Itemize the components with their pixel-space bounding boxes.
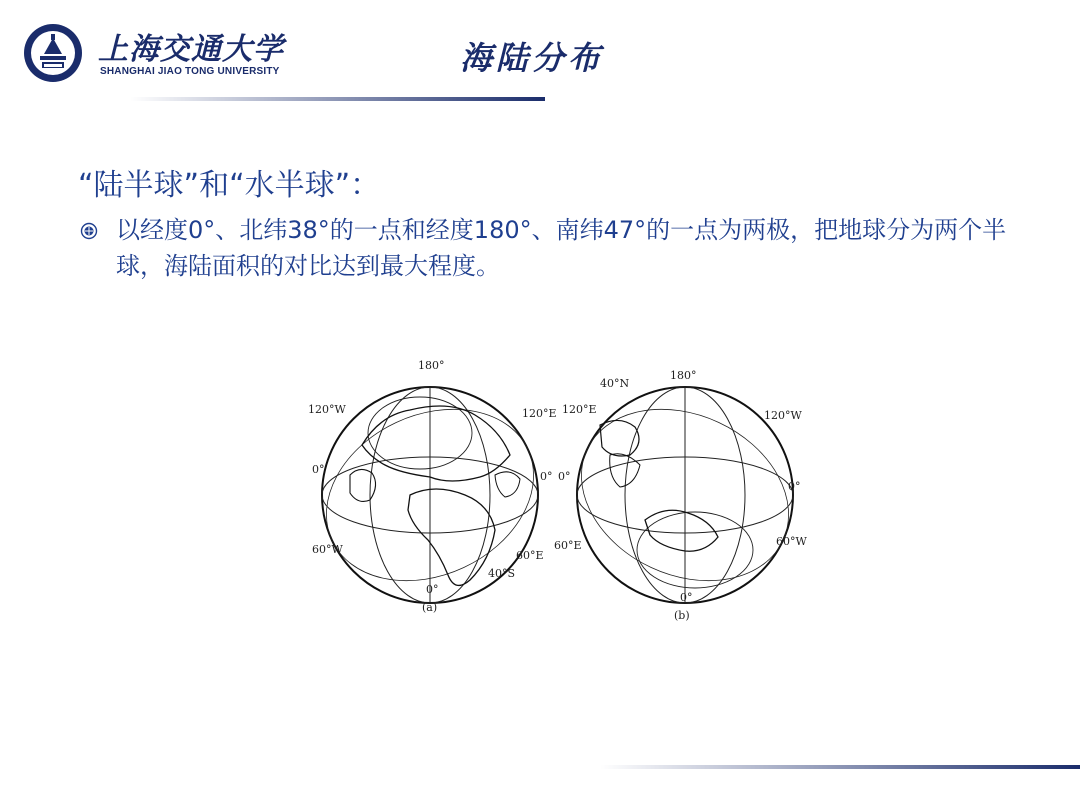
university-name-en: SHANGHAI JIAO TONG UNIVERSITY <box>100 66 280 77</box>
a-label-right-mid: 0° <box>540 470 553 483</box>
b-label-left-top: 120°E <box>562 403 597 416</box>
b-caption: (b) <box>674 609 690 622</box>
a-label-right-top: 120°E <box>522 407 557 420</box>
slide-title: 海陆分布 <box>460 39 605 77</box>
a-label-right-bottom: 60°E <box>516 549 544 562</box>
a-caption: (a) <box>422 601 438 614</box>
b-label-left-mid: 0° <box>558 470 571 483</box>
b-label-right-top: 120°W <box>764 409 802 422</box>
a-label-lat: 40°S <box>488 567 516 580</box>
university-name-cn: 上海交通大学 <box>98 32 284 67</box>
section-heading: “陆半球”和“水半球”： <box>78 168 381 203</box>
hemispheres-figure <box>300 355 820 625</box>
a-label-top: 180° <box>418 359 445 372</box>
a-label-left-top: 120°W <box>308 403 346 416</box>
bullet-text: 以经度0°、北纬38°的一点和经度180°、南纬47°的一点为两极，把地球分为两个半球，海陆面积的对比达到最大程度。 <box>116 216 1007 280</box>
university-logo <box>22 22 84 84</box>
b-label-right-bottom: 60°W <box>776 535 807 548</box>
header-rule <box>130 97 545 101</box>
b-label-right-mid: 0° <box>788 480 801 493</box>
a-label-bottom: 0° <box>426 583 439 596</box>
a-label-left-mid: 0° <box>312 463 325 476</box>
b-label-lat: 40°N <box>600 377 630 390</box>
bullet-icon <box>80 222 98 240</box>
b-label-left-bottom: 60°E <box>554 539 582 552</box>
b-label-top: 180° <box>670 369 697 382</box>
a-label-left-bottom: 60°W <box>312 543 343 556</box>
footer-rule <box>600 765 1080 769</box>
b-label-bottom: 0° <box>680 591 693 604</box>
